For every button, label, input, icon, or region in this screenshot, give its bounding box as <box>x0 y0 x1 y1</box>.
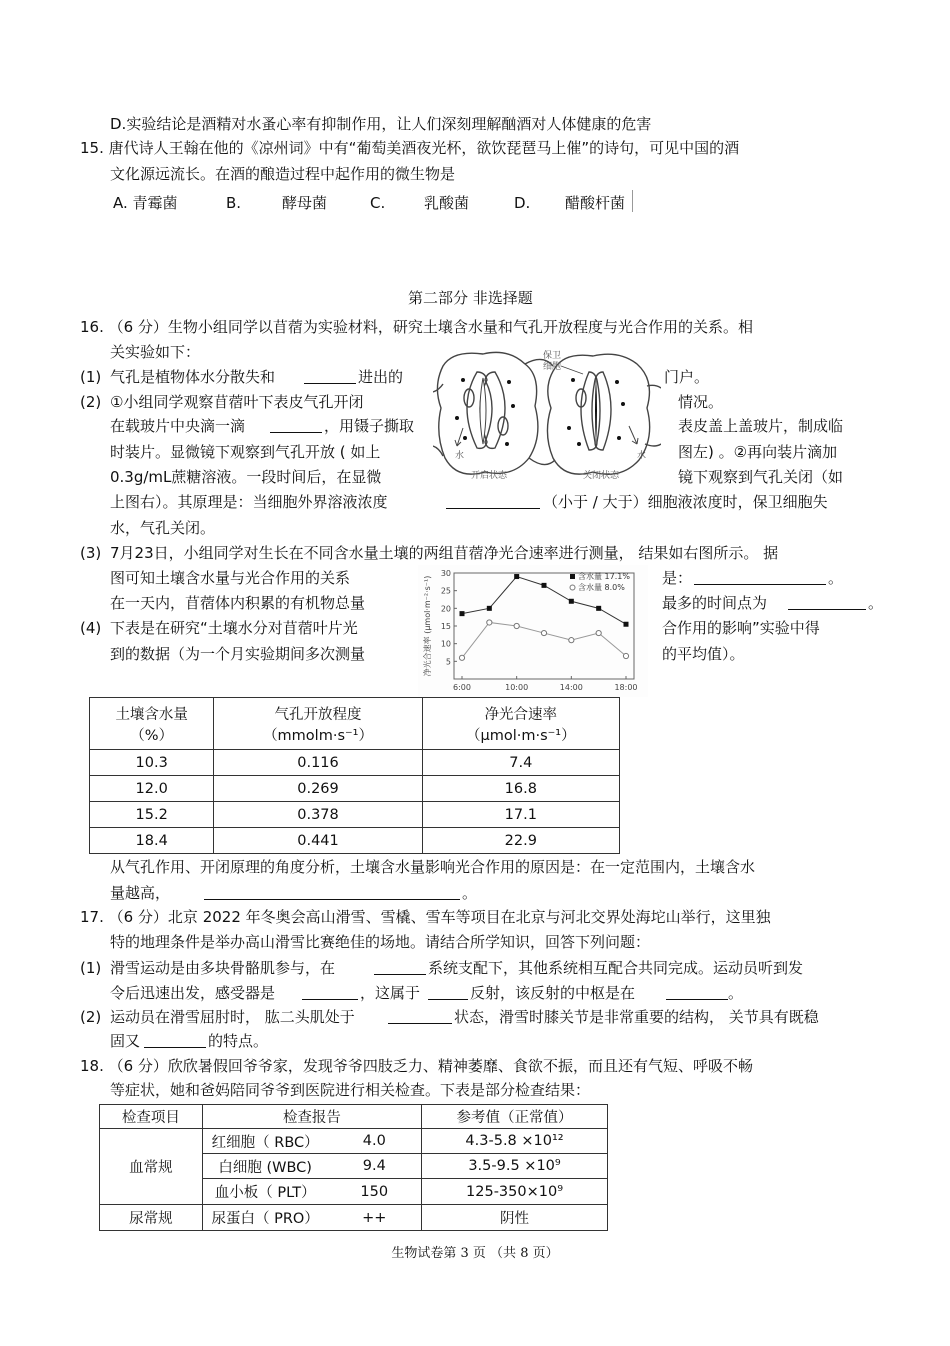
q16-part1-text-a: 气孔是植物体水分散失和 <box>110 368 276 386</box>
table-cell: 7.4 <box>422 750 619 776</box>
q16-part2-text-c: 在载玻片中央滴一滴 <box>110 417 246 435</box>
q16-part1-number: (1) <box>80 368 102 386</box>
q16-part2-text-i: 镜下观察到气孔关闭（如 <box>678 468 844 486</box>
table-row <box>90 802 620 828</box>
table-row <box>90 750 620 776</box>
q17-stem-line2: 特的地理条件是举办高山滑雪比赛绝佳的场地。请结合所学知识，回答下列问题： <box>110 933 651 951</box>
stomata-figure <box>433 346 661 484</box>
q16-part4-text-a: 下表是在研究“土壤水分对苜蓿叶片光 <box>110 619 358 637</box>
q16-analysis-end: 。 <box>462 884 478 902</box>
q16-part2-text-h: 0.3g/mL蔗糖溶液。一段时间后，在显微 <box>110 468 382 486</box>
y-tick-label: 30 <box>440 569 451 578</box>
q16-part2-text-e: 表皮盖上盖玻片，制成临 <box>678 417 844 435</box>
y-tick-label: 25 <box>440 586 451 596</box>
data-point-series-2 <box>459 655 464 660</box>
answer-blank[interactable] <box>302 983 358 1000</box>
answer-blank[interactable] <box>204 883 460 900</box>
q16-part4-text-c: 到的数据（为一个月实验期间多次测量 <box>110 645 366 663</box>
q16-part2-number: (2) <box>80 393 102 411</box>
table-header-rate <box>422 698 619 750</box>
q16-part3-number: (3) <box>80 544 102 562</box>
q16-part2-text-f: 时装片。显微镜下观察到气孔开放 ( 如上 <box>110 443 381 461</box>
table-row <box>90 828 620 854</box>
q15-option-a: A. 青霉菌 <box>113 194 178 212</box>
answer-blank[interactable] <box>446 492 540 509</box>
q16-part2-text-b: 情况。 <box>678 393 724 411</box>
q17-part1-text-d: ，这属于 <box>360 984 421 1002</box>
q15-option-c: 乳酸菌 <box>424 194 470 212</box>
data-point-series-1 <box>596 606 601 611</box>
header-text: 净光合速率 <box>484 706 558 723</box>
data-point-series-2 <box>596 630 601 635</box>
header-text: 土壤含水量 <box>115 706 188 723</box>
q16-stem-line2: 关实验如下： <box>110 343 201 361</box>
table-cell: 150 <box>328 1179 422 1205</box>
part-two-title: 第二部分 非选择题 <box>408 289 533 307</box>
table-cell: 4.3-5.8 ×10¹² <box>422 1129 608 1154</box>
data-point-series-1 <box>487 606 492 611</box>
header-unit: （mmolm·s⁻¹） <box>263 727 373 744</box>
q15-stem-line2: 文化源远流长。在酒的酿造过程中起作用的微生物是 <box>110 165 456 183</box>
q16-part4-text-b: 合作用的影响”实验中得 <box>662 619 820 637</box>
table-cell: 4.0 <box>328 1129 422 1154</box>
legend-label-1: 含水量 17.1% <box>578 572 630 581</box>
q16-stem-line1: 16. （6 分）生物小组同学以苜蓿为实验材料，研究土壤含水量和气孔开放程度与光合作用的关系。相 <box>80 318 753 336</box>
q17-part1-text-a: 滑雪运动是由多块骨骼肌参与，在 <box>110 959 336 977</box>
q17-part2-number: (2) <box>80 1008 102 1026</box>
q15-option-d: 醋酸杆菌 <box>565 194 626 212</box>
table-cell: 9.4 <box>328 1154 422 1179</box>
x-tick-label: 14:00 <box>559 683 583 692</box>
answer-blank[interactable] <box>374 958 426 975</box>
table-cell: 0.378 <box>214 802 422 828</box>
table-cell: 血小板（ PLT） <box>202 1179 327 1205</box>
table-row <box>90 776 620 802</box>
table-cell: 0.269 <box>214 776 422 802</box>
q16-part2-text-k: （小于 / 大于）细胞液浓度时，保卫细胞失 <box>543 493 828 511</box>
q16-analysis-line2: 量越高， <box>110 884 171 902</box>
y-tick-label: 5 <box>445 657 451 667</box>
header-text: 气孔开放程度 <box>274 706 362 723</box>
table-cell: 尿蛋白（ PRO） <box>202 1205 327 1231</box>
table-header-stomata <box>214 698 422 750</box>
y-tick-label: 15 <box>440 622 451 631</box>
data-point-series-1 <box>569 599 574 604</box>
legend-label-2: 含水量 8.0% <box>578 583 625 592</box>
q17-part2-text-b: 状态，滑雪时膝关节是非常重要的结构， 关节具有既稳 <box>454 1008 819 1026</box>
q16-part2-text-a: ①小组同学观察苜蓿叶下表皮气孔开闭 <box>110 393 364 411</box>
q16-part4-text-d: 的平均值）。 <box>662 645 745 663</box>
guard-cell-label-bottom: 细胞 <box>543 362 562 372</box>
q16-part3-text-g: 。 <box>868 594 884 612</box>
data-point-series-2 <box>541 630 546 635</box>
table-cell: 125-350×10⁹ <box>422 1179 608 1205</box>
q18-stem-line1: 18. （6 分）欣欣暑假回爷爷家，发现爷爷四肢乏力、精神萎靡、食欲不振，而且还有气短、呼吸不畅 <box>80 1057 753 1075</box>
y-axis-label: 净光合速率 (μmol·m⁻²·s⁻¹) <box>423 575 432 677</box>
table-cell: 12.0 <box>90 776 214 802</box>
q16-part3-text-d: 。 <box>828 569 844 587</box>
q17-part1-number: (1) <box>80 959 102 977</box>
q15-option-b: 酵母菌 <box>282 194 328 212</box>
blood-routine-label: 血常规 <box>100 1129 203 1205</box>
text-cursor <box>632 190 633 212</box>
answer-blank[interactable] <box>144 1031 206 1048</box>
table-cell: 3.5-9.5 ×10⁹ <box>422 1154 608 1179</box>
table-cell: 0.441 <box>214 828 422 854</box>
data-point-series-2 <box>487 620 492 625</box>
q16-part1-text-b: 进出的 <box>358 368 404 386</box>
header-unit: （μmol·m·s⁻¹） <box>466 727 576 744</box>
table-cell: 0.116 <box>214 750 422 776</box>
q15-stem-line1: 15. 唐代诗人王翰在他的《凉州词》中有“葡萄美酒夜光杯，欲饮琵琶马上催”的诗句，可见中国的酒 <box>80 139 740 157</box>
answer-blank[interactable] <box>270 416 322 433</box>
table-cell: 白细胞 (WBC) <box>202 1154 327 1179</box>
q17-part1-text-b: 系统支配下，其他系统相互配合共同完成。运动员听到发 <box>428 959 804 977</box>
x-tick-label: 18:00 <box>614 683 638 692</box>
answer-blank[interactable] <box>666 983 728 1000</box>
table-row <box>100 1129 608 1154</box>
q16-part3-text-c: 是： <box>662 569 693 587</box>
q15-option-d-letter: D. <box>514 194 531 212</box>
closed-state-label: 关闭状态 <box>583 471 620 481</box>
q16-part2-text-j: 上图右）。其原理是：当细胞外界溶液浓度 <box>110 493 388 511</box>
q16-analysis-line1: 从气孔作用、开闭原理的角度分析，土壤含水量影响光合作用的原因是：在一定范围内，土壤含水 <box>110 858 756 876</box>
x-tick-label: 10:00 <box>505 683 529 692</box>
q18-stem-line2: 等症状，她和爸妈陪同爷爷到医院进行相关检查。下表是部分检查结果： <box>110 1081 591 1099</box>
photosynthesis-line-chart <box>418 565 648 697</box>
q16-part3-text-f: 最多的时间点为 <box>662 594 768 612</box>
y-tick-label: 10 <box>440 639 451 649</box>
q17-stem-line1: 17. （6 分）北京 2022 年冬奥会高山滑雪、雪橇、雪车等项目在北京与河北交界处海坨山举行，这里独 <box>80 908 771 926</box>
data-point-series-1 <box>624 622 629 627</box>
x-tick-label: 6:00 <box>453 683 471 692</box>
q17-part2-text-a: 运动员在滑雪屈肘时， 肱二头肌处于 <box>110 1008 355 1026</box>
table-cell: 16.8 <box>422 776 619 802</box>
data-point-series-1 <box>514 574 519 579</box>
q17-part2-text-d: 的特点。 <box>208 1032 269 1050</box>
page-footer: 生物试卷第 3 页 （共 8 页） <box>391 1246 559 1261</box>
q17-part2-text-c: 固又 <box>110 1032 141 1050</box>
table-cell: 红细胞（ RBC） <box>202 1129 327 1154</box>
data-point-series-2 <box>514 623 519 628</box>
table-header-soil <box>90 698 214 750</box>
q15-option-b-letter: B. <box>226 194 242 212</box>
table-header-report: 检查报告 <box>202 1105 421 1129</box>
table-cell: ++ <box>328 1205 422 1231</box>
answer-blank[interactable] <box>428 983 468 1000</box>
legend-marker-2 <box>570 585 575 590</box>
table-cell: 17.1 <box>422 802 619 828</box>
table-header-reference: 参考值（正常值） <box>422 1105 608 1129</box>
data-point-series-1 <box>542 583 547 588</box>
table-row <box>100 1205 608 1231</box>
q16-part2-text-d: ，用镊子撕取 <box>324 417 415 435</box>
data-point-series-2 <box>569 638 574 643</box>
q17-part1-text-c: 令后迅速出发，感受器是 <box>110 984 276 1002</box>
open-state-label: 开启状态 <box>471 471 508 481</box>
table-cell: 10.3 <box>90 750 214 776</box>
q15-option-c-letter: C. <box>370 194 386 212</box>
q16-part3-text-e: 在一天内，苜蓿体内积累的有机物总量 <box>110 594 366 612</box>
q16-part2-text-l: 水，气孔关闭。 <box>110 519 216 537</box>
guard-cell-label-top: 保卫 <box>543 351 562 361</box>
q14-option-d: D.实验结论是酒精对水蚤心率有抑制作用，让人们深刻理解酗酒对人体健康的危害 <box>110 115 652 133</box>
answer-blank[interactable] <box>304 367 356 384</box>
q16-part1-text-c: 门户。 <box>664 368 710 386</box>
data-point-series-1 <box>460 611 465 616</box>
answer-blank[interactable] <box>388 1007 452 1024</box>
q17-part1-text-f: 。 <box>728 984 744 1002</box>
data-point-series-2 <box>623 653 628 658</box>
water-label-left: 水 <box>455 451 465 461</box>
table-cell: 18.4 <box>90 828 214 854</box>
header-unit: （%） <box>130 727 174 744</box>
q17-part1-text-e: 反射，该反射的中枢是在 <box>470 984 636 1002</box>
medical-test-table <box>99 1104 608 1231</box>
answer-blank[interactable] <box>694 568 826 585</box>
y-tick-label: 20 <box>440 604 451 614</box>
water-label-right: 水 <box>637 451 647 461</box>
legend-marker-1 <box>570 574 575 579</box>
q16-part4-number: (4) <box>80 619 102 637</box>
stomata-data-table <box>89 697 620 854</box>
table-cell: 15.2 <box>90 802 214 828</box>
urine-routine-label: 尿常规 <box>100 1205 203 1231</box>
answer-blank[interactable] <box>788 593 866 610</box>
q16-part3-text-b: 图可知土壤含水量与光合作用的关系 <box>110 569 351 587</box>
q16-part3-text-a: 7月23日，小组同学对生长在不同含水量土壤的两组苜蓿净光合速率进行测量， 结果如右图所示。 据 <box>110 544 779 562</box>
table-header-item: 检查项目 <box>100 1105 203 1129</box>
table-cell: 阴性 <box>422 1205 608 1231</box>
table-cell: 22.9 <box>422 828 619 854</box>
q16-part2-text-g: 图左) 。②再向装片滴加 <box>678 443 838 461</box>
